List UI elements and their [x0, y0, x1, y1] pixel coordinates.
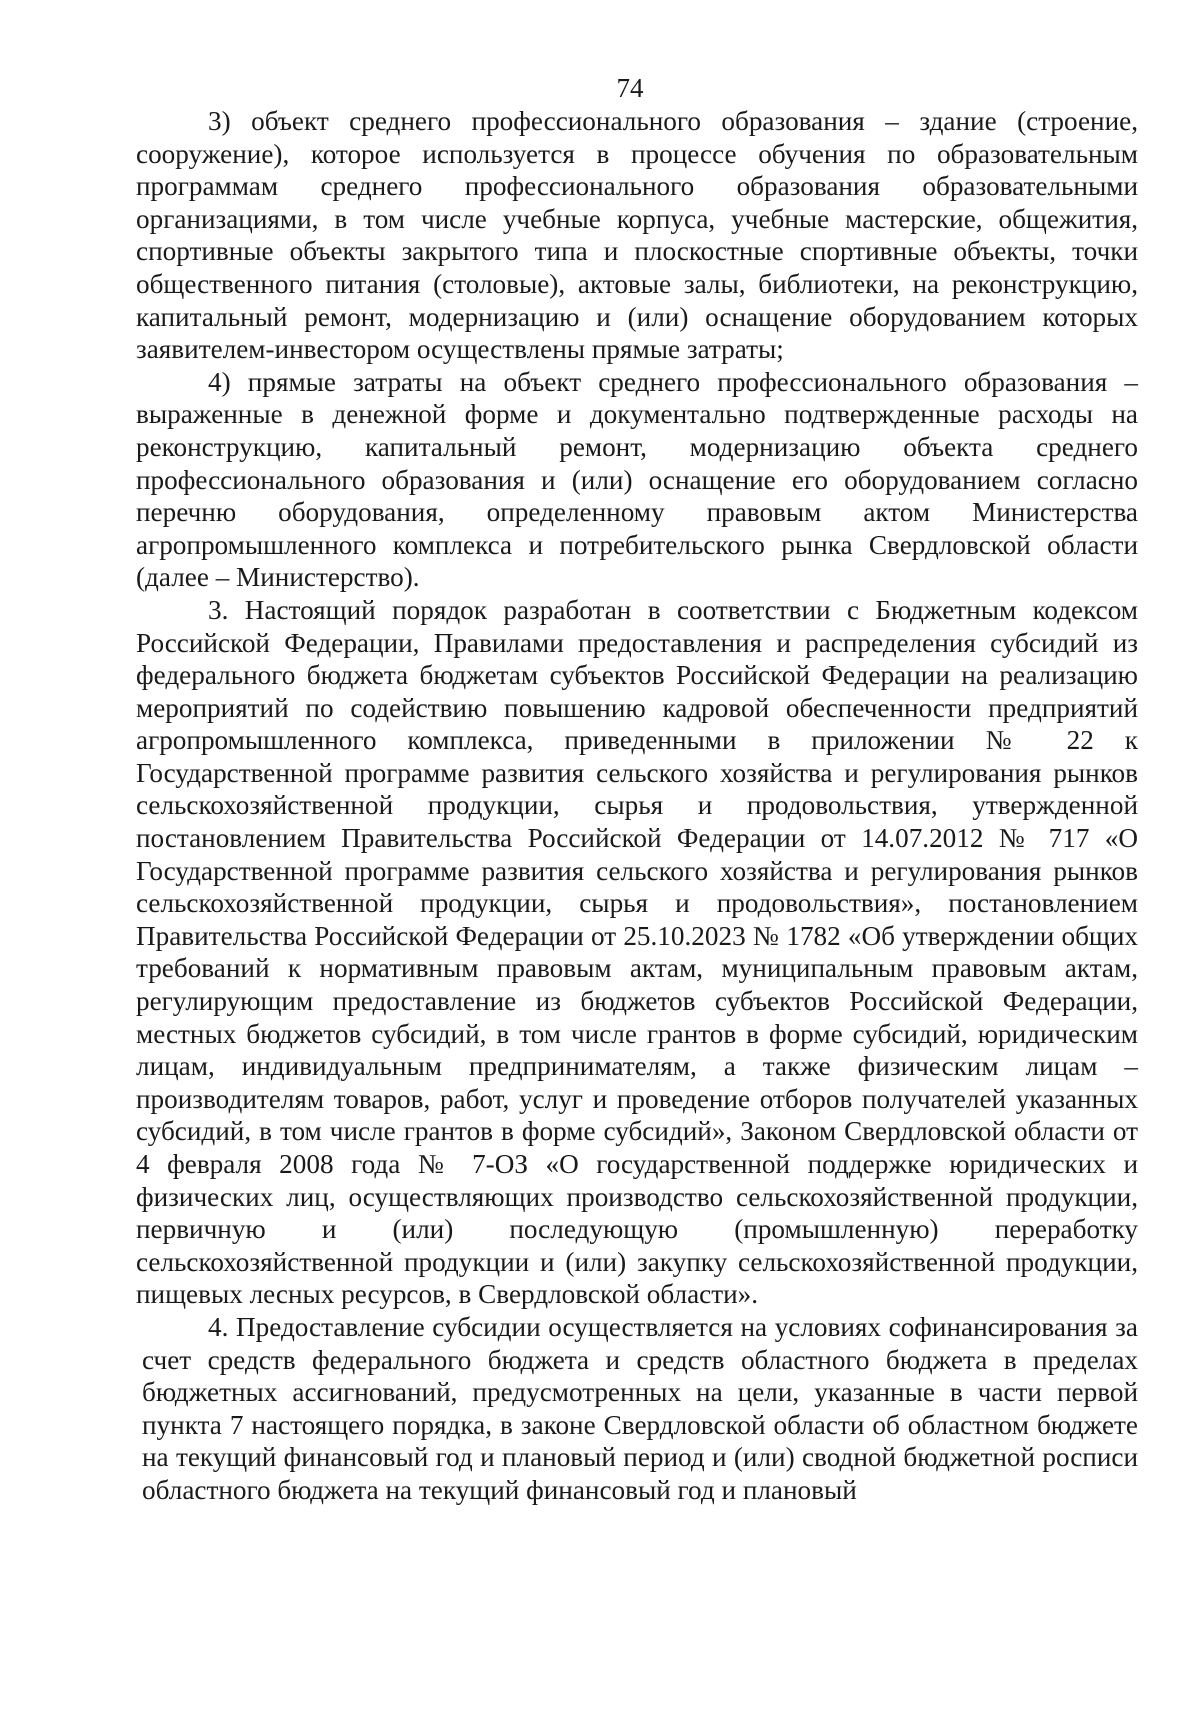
- paragraph-item-4: 4) прямые затраты на объект среднего профессионального образования – выраженные в денежной форме и документально подтвержденные расходы на реконструкцию, капитальный ремонт, модернизацию объекта среднего профессионального образования и (или) оснащение его оборудованием согласно перечню оборудования, определенному правовым актом Министерства агропромышленного комплекса и потребительского рынка Свердловской области (далее – Министерство).: [136, 366, 1138, 593]
- paragraph-point-4: 4. Предоставление субсидии осуществляется на условиях софинансирования за счет средств федерального бюджета и средств областного бюджета в пределах бюджетных ассигнований, предусмотренных на цели, указанные в части первой пункта 7 настоящего порядка, в законе Свердловской области об областном бюджете на текущий финансовый год и плановый период и (или) сводной бюджетной росписи областного бюджета на текущий финансовый год и плановый: [142, 1311, 1138, 1505]
- page-number: 74: [616, 73, 644, 103]
- paragraph-item-3: 3) объект среднего профессионального образования – здание (строение, сооружение), которое используется в процессе обучения по образовательным программам среднего профессионального образования образовательными организациями, в том числе учебные корпуса, учебные мастерские, общежития, спортивные объекты закрытого типа и плоскостные спортивные объекты, точки общественного питания (столовые), актовые залы, библиотеки, на реконструкцию, капитальный ремонт, модернизацию и (или) оснащение оборудованием которых заявителем-инвестором осуществлены прямые затраты;: [136, 106, 1138, 365]
- paragraph-point-3: 3. Настоящий порядок разработан в соответствии с Бюджетным кодексом Российской Федерации, Правилами предоставления и распределения субсидий из федерального бюджета бюджетам субъектов Российской Федерации на реализацию мероприятий по содействию повышению кадровой обеспеченности предприятий агропромышленного комплекса, приведенными в приложении № 22 к Государственной программе развития сельского хозяйства и регулирования рынков сельскохозяйственной продукции, сырья и продовольствия, утвержденной постановлением Правительства Российской Федерации от 14.07.2012 № 717 «О Государственной программе развития сельского хозяйства и регулирования рынков сельскохозяйственной продукции, сырья и продовольствия», постановлением Правительства Российской Федерации от 25.10.2023 № 1782 «Об утверждении общих требований к нормативным правовым актам, муниципальным правовым актам, регулирующим предоставление из бюджетов субъектов Российской Федерации, местных бюджетов субсидий, в том числе грантов в форме субсидий, юридическим лицам, индивидуальным предпринимателям, а также физическим лицам – производителям товаров, работ, услуг и проведение отборов получателей указанных субсидий, в том числе грантов в форме субсидий», Законом Свердловской области от 4 февраля 2008 года № 7-ОЗ «О государственной поддержке юридических и физических лиц, осуществляющих производство сельскохозяйственной продукции, первичную и (или) последующую (промышленную) переработку сельскохозяйственной продукции и (или) закупку сельскохозяйственной продукции, пищевых лесных ресурсов, в Свердловской области».: [136, 594, 1138, 1310]
- document-body: [136, 105, 1138, 1507]
